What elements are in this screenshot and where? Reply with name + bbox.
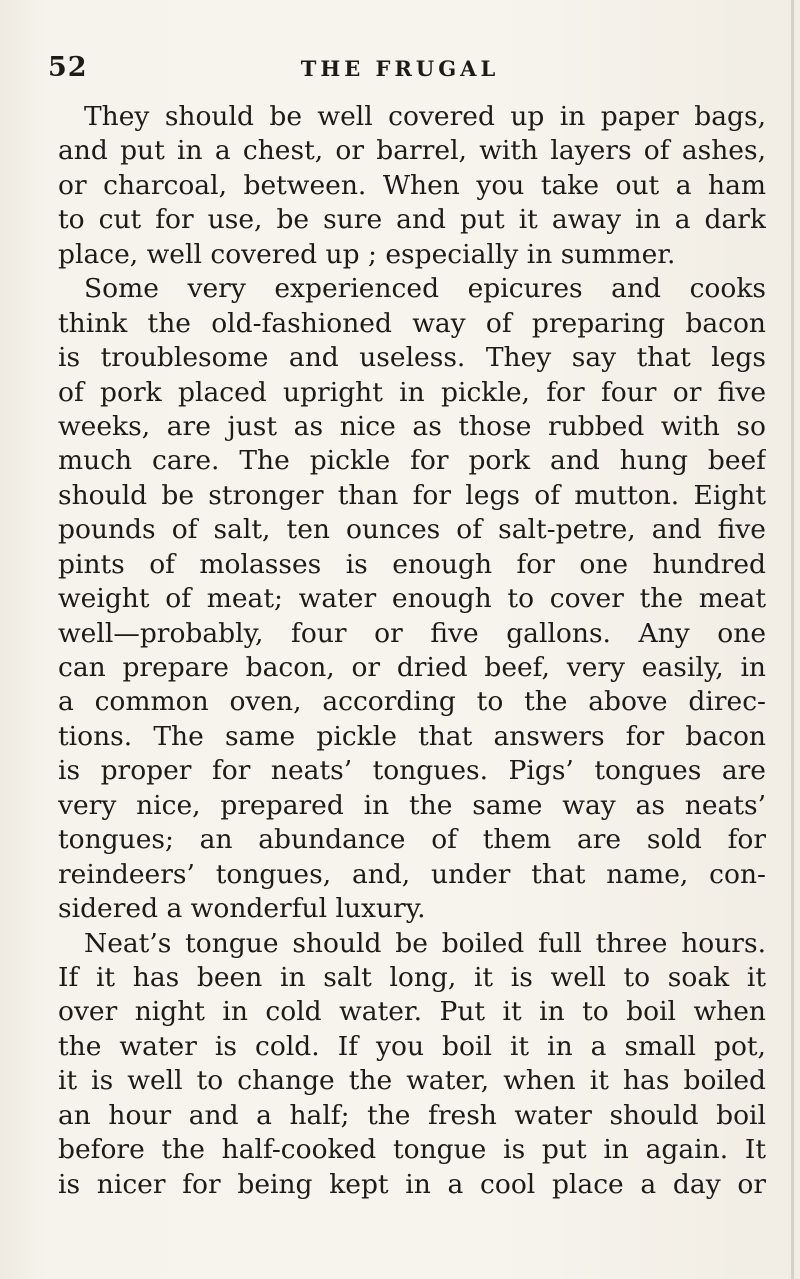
page-header [0,52,800,92]
text-line: tions. The same pickle that answers for bacon [58,720,766,752]
text-line: it is well to change the water, when it has boiled [58,1065,766,1097]
text-line: is troublesome and useless. They say that legs [58,342,766,374]
text-line: place, well covered up ; especially in summer. [58,238,676,270]
text-line: is nicer for being kept in a cool place a day or [58,1168,766,1200]
text-line: well—probably, four or five gallons. Any one [58,617,766,649]
text-line: should be stronger than for legs of mutton. Eight [58,479,766,511]
text-line: over night in cold water. Put it in to boil when [58,996,766,1028]
text-line: is proper for neats’ tongues. Pigs’ tongues are [58,755,766,787]
text-line: before the half-cooked tongue is put in again. It [58,1134,766,1166]
text-line: think the old-fashioned way of preparing bacon [58,307,766,339]
text-line: a common oven, according to the above direc- [58,686,766,718]
text-line: pints of molasses is enough for one hundred [58,548,766,580]
page-edge-divider [791,0,794,1279]
text-line: weight of meat; water enough to cover the meat [58,583,766,615]
body-text [58,100,766,1202]
text-line: and put in a chest, or barrel, with layers of ashes, [58,135,766,167]
text-line: the water is cold. If you boil it in a small pot, [58,1030,766,1062]
text-line: to cut for use, be sure and put it away in a dark [58,204,766,236]
page-number: 52 [48,52,88,83]
text-line: Neat’s tongue should be boiled full three hours. [84,927,766,959]
text-line: reindeers’ tongues, and, under that name, con- [58,858,766,890]
running-head: THE FRUGAL [300,56,500,81]
text-line: Some very experienced epicures and cooks [84,273,766,305]
text-line: They should be well covered up in paper bags, [84,101,766,132]
text-line: weeks, are just as nice as those rubbed with so [58,410,766,442]
text-line: If it has been in salt long, it is well to soak it [58,961,766,993]
text-line: an hour and a half; the fresh water should boil [58,1099,766,1131]
text-line: can prepare bacon, or dried beef, very easily, in [58,652,766,683]
text-line: much care. The pickle for pork and hung beef [58,445,766,477]
text-line: pounds of salt, ten ounces of salt-petre, and five [58,514,766,546]
text-line: or charcoal, between. When you take out a ham [58,169,766,201]
text-line: of pork placed upright in pickle, for four or five [58,376,766,408]
text-line: sidered a wonderful luxury. [58,893,426,925]
text-line: tongues; an abundance of them are sold for [58,824,766,856]
text-line: very nice, prepared in the same way as neats’ [58,789,766,821]
